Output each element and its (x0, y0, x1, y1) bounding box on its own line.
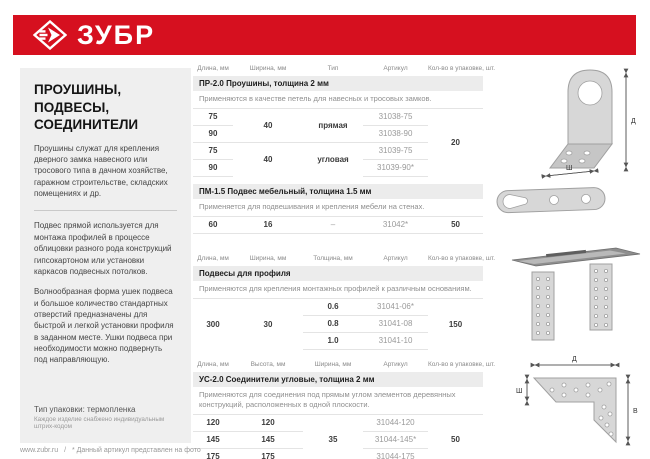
thickness-value: 1.0 (303, 332, 363, 349)
section-title: Подвесы для профиля (193, 266, 483, 281)
packaging-type: Тип упаковки: термопленка (34, 405, 136, 414)
col-art: Артикул (383, 255, 408, 262)
sidebar (20, 68, 191, 443)
dim-length-label: Д (572, 356, 577, 363)
art-value: 31041-10 (363, 332, 428, 349)
section-desc: Применяются для крепления монтажных профилей к различным основаниям. (199, 284, 472, 293)
col-length: Длина, мм (197, 361, 229, 368)
section-title: ПМ-1.5 Подвес мебельный, толщина 1.5 мм (193, 184, 483, 199)
width-value: 40 (233, 142, 303, 176)
dim-width-label: Ш (516, 388, 523, 395)
sidebar-divider (34, 210, 177, 211)
len-value: 75 (193, 108, 233, 125)
qty-value: 50 (428, 216, 483, 233)
zubr-arrow-logo-icon (33, 20, 67, 50)
thickness-value: 0.8 (303, 315, 363, 332)
col-width: Ширина, мм (249, 255, 287, 262)
section-title: УС-2.0 Соединители угловые, толщина 2 мм (193, 372, 483, 387)
page-footer (20, 447, 205, 454)
section-desc: Применяется для подвешивания и крепления мебели на стенах. (199, 202, 425, 211)
site-url: www.zubr.ru (20, 447, 59, 454)
col-art: Артикул (383, 361, 408, 368)
col-art: Артикул (383, 65, 408, 72)
angle-lug-image (538, 64, 646, 182)
table-row (193, 298, 483, 315)
art-value: 31041-06* (363, 298, 428, 315)
packaging-note: Каждое изделие снабжено индивидуальным штрих-кодом (34, 416, 165, 430)
len-value: 60 (193, 216, 233, 233)
width-value: 16 (233, 216, 303, 233)
len-value: 145 (193, 431, 233, 448)
col-thickness: Толщина, мм (313, 255, 353, 262)
table-row (193, 108, 483, 125)
column-header-row (193, 359, 483, 372)
hanger-detail-paragraph: Волнообразная форма ушек подвеса и большое количество стандартных отверстий предназначены для быстрой и легкой установки профиля в заданном месте. Ушки подвеса при необходимости можно подвернуть под направляющую. (34, 287, 174, 365)
col-qty: Кол-во в упаковке, шт. (428, 65, 496, 72)
table-row (193, 414, 483, 431)
height-value: 120 (233, 414, 303, 431)
corner-connector-image (514, 350, 650, 457)
page-title-line: ПОДВЕСЫ, (34, 99, 110, 115)
brand-banner (13, 15, 636, 55)
col-type: Тип (327, 65, 339, 72)
col-height: Высота, мм (250, 361, 286, 368)
art-value: 31039-90* (363, 159, 428, 176)
col-width: Ширина, мм (249, 65, 287, 72)
dim-height-label: В (633, 408, 638, 415)
qty-value: 50 (428, 414, 483, 459)
qty-value: 150 (428, 298, 483, 349)
art-value: 31044-145* (363, 431, 428, 448)
len-value: 75 (193, 142, 233, 159)
page-title (34, 81, 177, 134)
type-value: угловая (303, 142, 363, 176)
photo-note: * Данный артикул представлен на фото (71, 447, 201, 454)
column-header-row (193, 253, 483, 266)
section-title: ПР-2.0 Проушины, толщина 2 мм (193, 76, 483, 91)
width-value: 30 (233, 298, 303, 349)
len-value: 90 (193, 125, 233, 142)
thickness-value: 0.6 (303, 298, 363, 315)
column-header-row (193, 63, 483, 76)
table-profile-hangers (193, 253, 496, 350)
col-width: Ширина, мм (314, 361, 352, 368)
len-value: 120 (193, 414, 233, 431)
furniture-hanger-image (494, 182, 612, 218)
col-length: Длина, мм (197, 65, 229, 72)
footer-separator: / (64, 447, 67, 454)
qty-value: 20 (428, 108, 483, 176)
col-qty: Кол-во в упаковке, шт. (428, 255, 496, 262)
height-value: 145 (233, 431, 303, 448)
col-length: Длина, мм (197, 255, 229, 262)
table-row (193, 216, 483, 233)
width-value: 35 (303, 414, 363, 459)
art-value: 31041-08 (363, 315, 428, 332)
col-qty: Кол-во в упаковке, шт. (428, 361, 496, 368)
art-value: 31044-120 (363, 414, 428, 431)
section-desc: Применяются для соединения под прямым углом элементов деревянных конструкций, расположенных в одной плоскости. (199, 390, 456, 409)
dim-width-label: Ш (566, 165, 573, 172)
width-value: 40 (233, 108, 303, 142)
intro-paragraph: Проушины служат для крепления дверного замка навесного или тросового типа в дачном хозяйстве, гаражном строительстве, складских помещениях и др. (34, 143, 168, 199)
len-value: 175 (193, 448, 233, 459)
art-value: 31039-75 (363, 142, 428, 159)
brand-name: ЗУБР (77, 19, 156, 50)
art-value: 31042* (363, 216, 428, 233)
table-us20 (193, 359, 496, 459)
type-value: прямая (303, 108, 363, 142)
table-pr20 (193, 63, 496, 177)
dim-length-label: Д (631, 118, 636, 125)
page-title-line: ПРОУШИНЫ, (34, 82, 122, 97)
art-value: 31044-175 (363, 448, 428, 459)
page-title-line: СОЕДИНИТЕЛИ (34, 117, 139, 133)
table-pm15 (193, 184, 483, 234)
art-value: 31038-90 (363, 125, 428, 142)
packaging-info (34, 405, 179, 430)
height-value: 175 (233, 448, 303, 459)
profile-hanger-image (498, 240, 648, 350)
hanger-paragraph: Подвес прямой используется для монтажа профилей в процессе облицовки разного рода конструкций гипсокартоном или установки каркасов подвесных потолков. (34, 221, 172, 276)
len-value: 300 (193, 298, 233, 349)
len-value: 90 (193, 159, 233, 176)
art-value: 31038-75 (363, 108, 428, 125)
type-value: – (303, 216, 363, 233)
section-desc: Применяются в качестве петель для навесных и тросовых замков. (199, 94, 432, 103)
